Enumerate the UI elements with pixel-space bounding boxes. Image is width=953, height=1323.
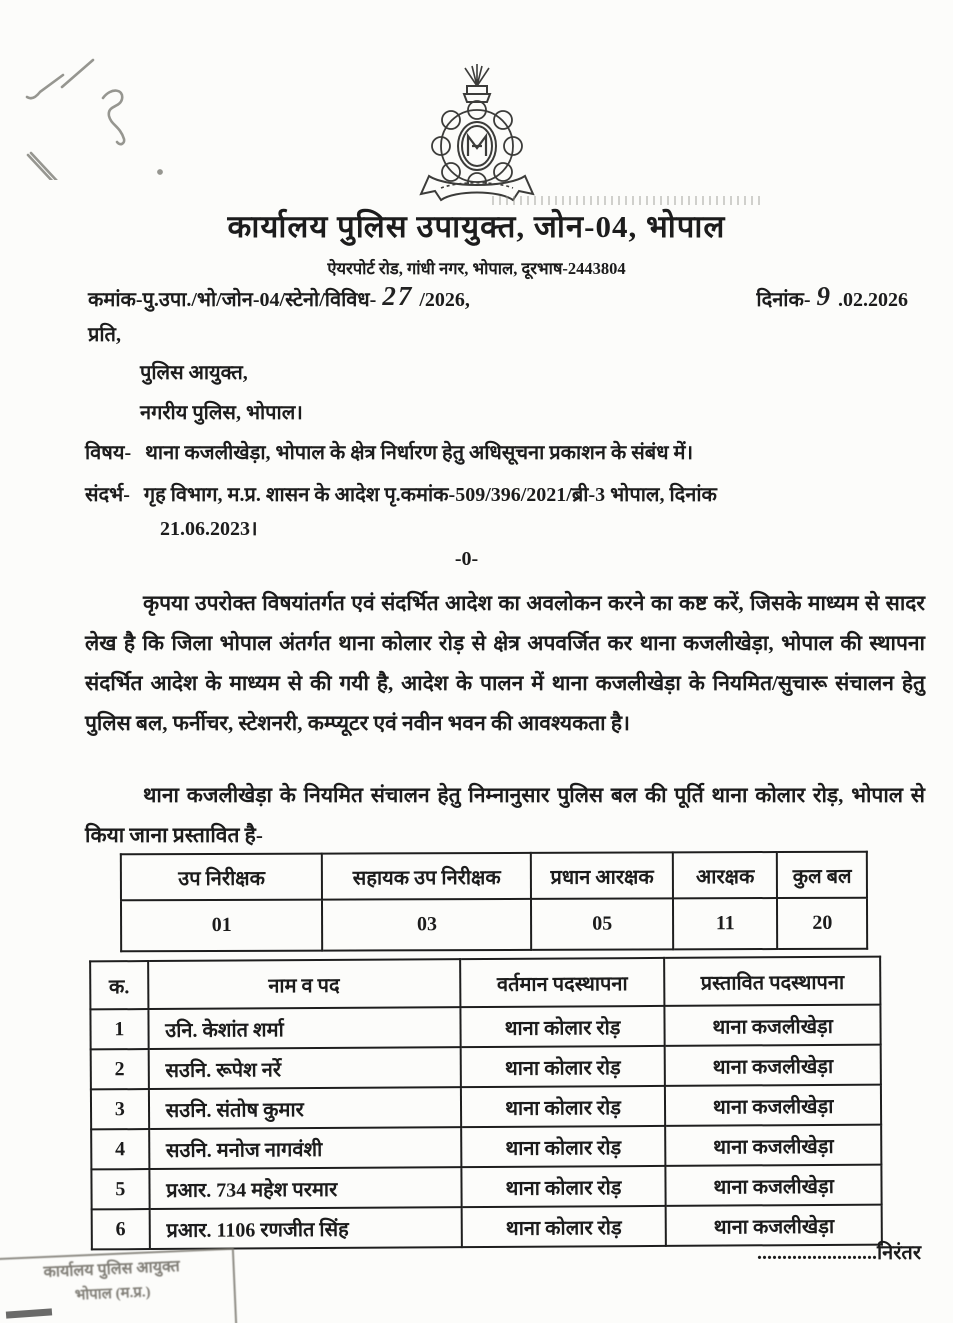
- reference-label: संदर्भ-: [85, 484, 130, 506]
- column-header: सहायक उप निरीक्षक: [322, 853, 531, 900]
- current-posting-cell: थाना कोलार रोड़: [461, 1086, 666, 1127]
- reference-text: गृह विभाग, म.प्र. शासन के आदेश पृ.कमांक-509/396/2021/ब्री-3 भोपाल, दिनांक: [143, 484, 717, 506]
- column-header: कुल बल: [777, 852, 867, 898]
- current-posting-cell: थाना कोलार रोड़: [460, 1046, 665, 1087]
- table-cell: 01: [121, 900, 323, 952]
- addressee-line2: नगरीय पुलिस, भोपाल।: [140, 402, 303, 424]
- column-header: उप निरीक्षक: [121, 854, 323, 901]
- table-row: [90, 1005, 880, 1050]
- proposed-posting-cell: थाना कजलीखेड़ा: [665, 1005, 881, 1046]
- subject-line: [85, 438, 923, 465]
- proposed-posting-cell: थाना कजलीखेड़ा: [665, 1045, 881, 1086]
- stamp-line2: भोपाल (म.प्र.): [74, 1284, 151, 1304]
- to-label: प्रति,: [88, 324, 121, 346]
- serial-cell: 6: [92, 1209, 150, 1249]
- reference-date: 21.06.2023।: [160, 518, 258, 540]
- table-header-row: [121, 852, 867, 901]
- body-paragraph-1: कृपया उपरोक्त विषयांतर्गत एवं संदर्भित आदेश का अवलोकन करने का कष्ट करें, जिसके माध्यम से सादर लेख है कि जिला भोपाल अंतर्गत थाना कोलार रोड़ से क्षेत्र अपवर्जित कर थाना कजलीखेड़ा, भोपाल की स्थापना संदर्भित आदेश के माध्यम से की गयी है, आदेश के पालन में थाना कजलीखेड़ा के नियमित/सुचारू संचालन हेतु पुलिस बल, फर्नीचर, स्टेशनरी, कम्प्यूटर एवं नवीन भवन की आवश्यकता है।: [85, 591, 925, 735]
- proposed-posting-cell: थाना कजलीखेड़ा: [666, 1165, 882, 1206]
- column-header: क.: [90, 961, 148, 1009]
- name-cell: सउनि. रूपेश नर्रे: [148, 1047, 460, 1089]
- serial-cell: 1: [90, 1009, 148, 1049]
- mp-police-emblem-icon: [415, 64, 539, 206]
- table-cell: 11: [673, 898, 778, 949]
- current-posting-cell: थाना कोलार रोड़: [461, 1166, 666, 1207]
- body-paragraph-2: थाना कजलीखेड़ा के नियमित संचालन हेतु निम्नानुसार पुलिस बल की पूर्ति थाना कोलार रोड़, भोपाल से किया जाना प्रस्तावित है-: [85, 783, 925, 847]
- section-separator: -0-: [454, 548, 479, 570]
- pen-mark-icon: [0, 20, 200, 180]
- column-header: आरक्षक: [673, 852, 778, 898]
- subject-text: थाना कजलीखेड़ा, भोपाल के क्षेत्र निर्धारण हेतु अधिसूचना प्रकाशन के संबंध में।: [145, 442, 694, 464]
- subject-label: विषय-: [85, 442, 132, 464]
- serial-cell: 5: [91, 1169, 149, 1209]
- name-cell: प्रआर. 734 महेश परमार: [149, 1167, 461, 1209]
- proposed-posting-cell: थाना कजलीखेड़ा: [665, 1085, 881, 1126]
- reference-number-line: [88, 282, 908, 313]
- column-header: नाम व पद: [148, 959, 460, 1009]
- column-header: वर्तमान पदस्थापना: [460, 958, 665, 1007]
- table-row: [91, 1045, 881, 1090]
- current-posting-cell: थाना कोलार रोड़: [460, 1006, 665, 1047]
- handwritten-ref-number: 27: [382, 281, 414, 311]
- column-header: प्रस्तावित पदस्थापना: [664, 957, 880, 1006]
- stamp-line1: कार्यालय पुलिस आयुक्त: [43, 1258, 181, 1282]
- office-address: ऐयरपोर्ट रोड, गांधी नगर, भोपाल, दूरभाष-2443804: [327, 259, 626, 278]
- addressee-line1: पुलिस आयुक्त,: [140, 362, 248, 384]
- staff-posting-table: [89, 956, 883, 1251]
- name-cell: सउनि. मनोज नागवंशी: [149, 1127, 461, 1169]
- name-cell: प्रआर. 1106 रणजीत सिंह: [149, 1207, 461, 1249]
- handwritten-date-day: 9: [816, 281, 832, 311]
- table-cell: 05: [531, 898, 673, 949]
- serial-cell: 3: [91, 1089, 149, 1129]
- current-posting-cell: थाना कोलार रोड़: [461, 1126, 666, 1167]
- table-header-row: [90, 957, 880, 1010]
- force-strength-table: [120, 851, 868, 953]
- faded-stamp-mark: [492, 196, 760, 205]
- name-cell: उनि. केशांत शर्मा: [148, 1007, 460, 1049]
- column-header: प्रधान आरक्षक: [531, 852, 673, 898]
- name-cell: सउनि. संतोष कुमार: [149, 1087, 461, 1129]
- continued-marker: ........................निरंतर: [756, 1242, 921, 1264]
- table-row: [121, 898, 867, 952]
- table-row: [91, 1165, 881, 1210]
- reference-line: [85, 480, 943, 507]
- current-posting-cell: थाना कोलार रोड़: [461, 1206, 666, 1247]
- table-cell: 20: [777, 898, 867, 949]
- proposed-posting-cell: थाना कजलीखेड़ा: [665, 1125, 881, 1166]
- office-title: कार्यालय पुलिस उपायुक्त, जोन-04, भोपाल: [227, 209, 726, 244]
- serial-cell: 2: [91, 1049, 149, 1089]
- table-row: [91, 1125, 881, 1170]
- table-row: [91, 1085, 881, 1130]
- reference-number: कमांक-पु.उपा./भो/जोन-04/स्टेनो/विविध- 27 /2026,: [88, 281, 470, 311]
- table-cell: 03: [322, 899, 531, 951]
- date-field: दिनांक- 9 .02.2026: [756, 281, 908, 311]
- serial-cell: 4: [91, 1129, 149, 1169]
- proposed-posting-cell: थाना कजलीखेड़ा: [666, 1205, 882, 1246]
